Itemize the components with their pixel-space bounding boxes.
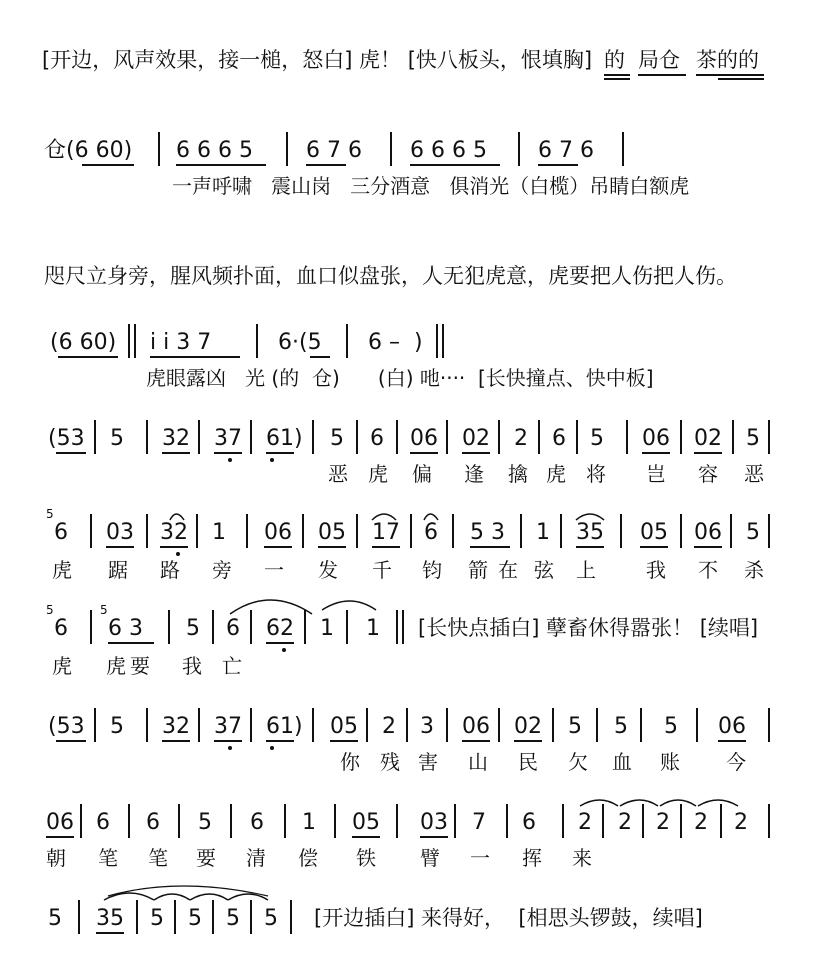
line7-note: 1 xyxy=(366,616,380,641)
barline xyxy=(446,420,448,454)
barline xyxy=(396,420,398,454)
line8-lyric: 账 xyxy=(660,750,680,774)
line5-note: 5 xyxy=(330,426,344,451)
beam xyxy=(640,546,668,548)
line9-note: 2 xyxy=(618,810,632,835)
line8-lyric: 今 xyxy=(726,750,746,774)
line5-lyric: 恶 xyxy=(328,462,348,486)
line9-note: 2 xyxy=(578,810,592,835)
line6-note: 1 xyxy=(536,520,550,545)
beam xyxy=(96,932,124,934)
barline xyxy=(626,420,628,454)
barline xyxy=(622,132,624,166)
underline xyxy=(718,78,764,80)
barline xyxy=(146,420,148,454)
beam xyxy=(56,740,86,742)
line6-lyric: 千 xyxy=(372,558,392,582)
barline xyxy=(768,708,770,742)
barline xyxy=(410,514,412,548)
line5-lyric: 虎 xyxy=(368,462,388,486)
barline xyxy=(94,708,96,742)
line7-lyric: 我 xyxy=(182,654,202,678)
line9-note: 6 xyxy=(522,810,536,835)
line6-note: 6 xyxy=(54,520,68,545)
line6-lyric: 一 xyxy=(264,558,284,582)
octave-dot xyxy=(270,746,274,750)
barline xyxy=(146,514,148,548)
line6-note: 17 xyxy=(372,520,400,545)
line9-note: 7 xyxy=(472,810,486,835)
barline xyxy=(396,610,398,644)
line1-text: [开边，风声效果，接一槌，怒白] 虎！ [快八板头，恨填胸] xyxy=(42,48,593,72)
barline xyxy=(620,514,622,548)
line9-lyric: 臂 xyxy=(420,846,440,870)
beam xyxy=(264,546,292,548)
line2-lyrics: 一声呼啸 震山岗 三分酒意 俱消光（白榄）吊睛白额虎 xyxy=(172,174,690,198)
slur xyxy=(108,886,268,896)
line7-lyric: 虎 xyxy=(106,654,126,678)
line4-measure-1: i i 3 7 xyxy=(150,330,212,355)
barline xyxy=(402,610,404,644)
beam xyxy=(108,642,154,644)
line9-lyric: 挥 xyxy=(522,846,542,870)
line10-note: 5 xyxy=(48,906,62,931)
line7-note: 1 xyxy=(320,616,334,641)
barline xyxy=(680,420,682,454)
line6-note: 06 xyxy=(264,520,292,545)
barline xyxy=(732,420,734,454)
line5-lyric: 逢 xyxy=(464,462,484,486)
line9-note: 2 xyxy=(734,810,748,835)
barline xyxy=(446,708,448,742)
line8-lyric: 山 xyxy=(468,750,488,774)
barline xyxy=(196,514,198,548)
line5-note: 06 xyxy=(410,426,438,451)
barline xyxy=(250,420,252,454)
line8-note: 5 xyxy=(568,714,582,739)
barline xyxy=(442,324,444,358)
barline xyxy=(518,132,520,166)
line5-note: 2 xyxy=(514,426,528,451)
line5-lyric: 将 xyxy=(586,462,606,486)
barline xyxy=(680,804,682,838)
barline xyxy=(768,420,770,454)
line5-note: 02 xyxy=(694,426,722,451)
beam xyxy=(46,836,74,838)
grace-note: 5 xyxy=(100,603,108,617)
tie xyxy=(190,894,228,900)
barline xyxy=(94,420,96,454)
line5-lyric: 擒 xyxy=(508,462,528,486)
line7-text: [长快点插白] 孽畜休得嚣张！ [续唱] xyxy=(418,616,759,640)
line8-note: 06 xyxy=(718,714,746,739)
line9-note: 6 xyxy=(146,810,160,835)
line7-note: 5 xyxy=(186,616,200,641)
line9-note: 1 xyxy=(302,810,316,835)
barline xyxy=(520,514,522,548)
line6-lyric: 杀 xyxy=(744,558,764,582)
beam xyxy=(162,452,190,454)
line8-note: 06 xyxy=(462,714,490,739)
tie xyxy=(660,800,696,806)
barline xyxy=(506,804,508,838)
line8-note: (53 xyxy=(48,714,85,739)
tie xyxy=(154,894,190,900)
tie xyxy=(104,893,154,900)
beam xyxy=(694,452,722,454)
line8-note: 5 xyxy=(614,714,628,739)
beam xyxy=(214,740,242,742)
line3-text: 咫尺立身旁，腥风频扑面，血口似盘张，人无犯虎意，虎要把人伤把人伤。 xyxy=(44,264,737,288)
beam xyxy=(266,740,294,742)
beam xyxy=(420,836,448,838)
barline xyxy=(390,132,392,166)
line5-note: 5 xyxy=(110,426,124,451)
grace-note: 5 xyxy=(46,507,54,521)
line6-note: 5 3 xyxy=(470,520,505,545)
line5-note: 61) xyxy=(266,426,303,451)
line9-note: 5 xyxy=(198,810,212,835)
grace-note: 5 xyxy=(46,603,54,617)
line8-note: 02 xyxy=(514,714,542,739)
beam xyxy=(58,356,118,358)
barline xyxy=(158,132,160,166)
barline xyxy=(696,708,698,742)
barline xyxy=(286,132,288,166)
barline xyxy=(304,610,306,644)
barline xyxy=(596,708,598,742)
tie xyxy=(580,800,618,806)
barline xyxy=(250,708,252,742)
beam xyxy=(176,164,266,166)
beam xyxy=(462,740,490,742)
line8-lyric: 残 xyxy=(380,750,400,774)
line5-note: 06 xyxy=(642,426,670,451)
barline xyxy=(334,804,336,838)
line5-note: 02 xyxy=(462,426,490,451)
line6-lyric: 路 xyxy=(160,558,180,582)
line2-measure-4: 6 7 6 xyxy=(538,138,594,163)
barline xyxy=(642,804,644,838)
line4-measure-2: 6·(5 xyxy=(278,330,322,355)
barline xyxy=(198,708,200,742)
line6-note: 5 xyxy=(746,520,760,545)
beam xyxy=(576,546,604,548)
line2-measure-1: 6 6 6 5 xyxy=(176,138,253,163)
beam xyxy=(718,740,746,742)
beam xyxy=(410,452,438,454)
underline xyxy=(696,74,764,76)
barline xyxy=(212,610,214,644)
line4-lyrics: 虎眼露凶 光 (的 仓) (白) 吔···· [长快撞点、快中板] xyxy=(146,366,654,390)
line8-note: 5 xyxy=(664,714,678,739)
underline xyxy=(604,78,630,80)
tie xyxy=(698,800,738,806)
line6-note: 05 xyxy=(318,520,346,545)
line6-lyric: 上 xyxy=(576,558,596,582)
line9-lyric: 笔 xyxy=(98,846,118,870)
line7-note: 6 xyxy=(226,616,240,641)
line7-lyric: 要 xyxy=(130,654,150,678)
barline xyxy=(250,610,252,644)
barline xyxy=(406,708,408,742)
barline xyxy=(640,708,642,742)
octave-dot xyxy=(176,552,180,556)
slur xyxy=(230,600,312,614)
barline xyxy=(436,324,438,358)
barline xyxy=(768,514,770,548)
beam xyxy=(106,546,134,548)
barline xyxy=(136,900,138,934)
barline xyxy=(90,610,92,644)
barline xyxy=(168,610,170,644)
beam xyxy=(266,642,294,644)
beam xyxy=(538,164,578,166)
line6-lyric: 不 xyxy=(698,558,718,582)
line10-note: 35 xyxy=(96,906,124,931)
barline xyxy=(302,514,304,548)
line8-lyric: 欠 xyxy=(568,750,588,774)
barline xyxy=(146,708,148,742)
line9-note: 6 xyxy=(96,810,110,835)
line9-note: 05 xyxy=(352,810,380,835)
line5-note: 37 xyxy=(214,426,242,451)
line2-measure-3: 6 6 6 5 xyxy=(410,138,487,163)
line9-note: 03 xyxy=(420,810,448,835)
line2-prefix: 仓(6 60) xyxy=(44,138,133,163)
line5-note: 32 xyxy=(162,426,190,451)
beam xyxy=(470,546,510,548)
barline xyxy=(366,708,368,742)
line6-lyric: 在 xyxy=(498,558,518,582)
line6-note: 32 xyxy=(160,520,188,545)
barline xyxy=(680,514,682,548)
line9-note: 2 xyxy=(656,810,670,835)
line5-note: 6 xyxy=(370,426,384,451)
barline xyxy=(454,804,456,838)
barline xyxy=(602,804,604,838)
beam xyxy=(642,452,670,454)
barline xyxy=(312,708,314,742)
line8-lyric: 民 xyxy=(518,750,538,774)
octave-dot xyxy=(270,458,274,462)
slur xyxy=(322,601,376,610)
barline xyxy=(290,900,292,934)
line7-note: 62 xyxy=(266,616,294,641)
line6-lyric: 虎 xyxy=(52,558,72,582)
line6-note: 6 xyxy=(424,520,438,545)
barline xyxy=(178,804,180,838)
beam xyxy=(330,740,358,742)
line6-lyric: 我 xyxy=(646,558,666,582)
beam xyxy=(214,452,242,454)
line5-lyric: 虎 xyxy=(546,462,566,486)
barline xyxy=(346,324,348,358)
line7-lyric: 虎 xyxy=(52,654,72,678)
barline xyxy=(768,804,770,838)
barline xyxy=(452,514,454,548)
octave-dot xyxy=(228,458,232,462)
line6-lyric: 钧 xyxy=(422,558,442,582)
line5-note: 5 xyxy=(590,426,604,451)
line5-note: (53 xyxy=(48,426,85,451)
line5-lyric: 容 xyxy=(698,462,718,486)
line2-measure-2: 6 7 6 xyxy=(306,138,362,163)
barline xyxy=(720,804,722,838)
line6-lyric: 弦 xyxy=(534,558,554,582)
barline xyxy=(90,514,92,548)
octave-dot xyxy=(228,746,232,750)
line6-lyric: 踞 xyxy=(108,558,128,582)
line1-tail-2: 局仓 xyxy=(638,48,680,72)
barline xyxy=(256,324,258,358)
line8-note: 5 xyxy=(110,714,124,739)
beam xyxy=(514,740,542,742)
beam xyxy=(694,546,722,548)
barline xyxy=(396,804,398,838)
barline xyxy=(78,900,80,934)
barline xyxy=(552,708,554,742)
beam xyxy=(372,546,400,548)
line6-note: 35 xyxy=(576,520,604,545)
line8-note: 37 xyxy=(214,714,242,739)
barline xyxy=(246,514,248,548)
beam xyxy=(462,452,490,454)
line6-note: 06 xyxy=(694,520,722,545)
line9-note: 06 xyxy=(46,810,74,835)
barline xyxy=(356,514,358,548)
line9-lyric: 偿 xyxy=(298,846,318,870)
barline xyxy=(730,514,732,548)
barline xyxy=(230,804,232,838)
line10-text: [开边插白] 来得好， [相思头锣鼓，续唱] xyxy=(314,906,703,930)
barline xyxy=(356,420,358,454)
line8-lyric: 害 xyxy=(418,750,438,774)
beam xyxy=(318,546,346,548)
barline xyxy=(576,420,578,454)
tie xyxy=(620,800,658,806)
barline xyxy=(250,900,252,934)
line9-lyric: 笔 xyxy=(148,846,168,870)
line6-lyric: 发 xyxy=(318,558,338,582)
line4-prefix: (6 60) xyxy=(50,330,117,355)
line1-tail-1: 的 xyxy=(604,48,625,72)
line8-note: 05 xyxy=(330,714,358,739)
barline xyxy=(128,804,130,838)
barline xyxy=(174,900,176,934)
barline xyxy=(346,610,348,644)
beam xyxy=(266,452,294,454)
barline xyxy=(134,324,136,358)
barline xyxy=(212,900,214,934)
tie xyxy=(228,894,268,900)
barline xyxy=(498,708,500,742)
barline xyxy=(498,420,500,454)
line8-note: 3 xyxy=(420,714,434,739)
beam xyxy=(56,452,86,454)
line7-lyric: 亡 xyxy=(222,654,242,678)
line10-note: 5 xyxy=(264,906,278,931)
beam xyxy=(162,740,190,742)
underline xyxy=(638,74,686,76)
line8-note: 2 xyxy=(382,714,396,739)
line9-lyric: 来 xyxy=(572,846,592,870)
beam xyxy=(410,164,500,166)
line10-note: 5 xyxy=(188,906,202,931)
line6-lyric: 箭 xyxy=(468,558,488,582)
line9-lyric: 要 xyxy=(196,846,216,870)
line5-note: 5 xyxy=(746,426,760,451)
line6-note: 1 xyxy=(212,520,226,545)
beam xyxy=(352,836,380,838)
beam xyxy=(160,546,188,548)
barline xyxy=(284,804,286,838)
line9-lyric: 一 xyxy=(470,846,490,870)
underline xyxy=(604,74,630,76)
line4-measure-3: 6 – ) xyxy=(368,330,423,355)
barline xyxy=(198,420,200,454)
barline xyxy=(560,514,562,548)
octave-dot xyxy=(282,648,286,652)
line5-lyric: 恶 xyxy=(744,462,764,486)
line6-lyric: 旁 xyxy=(212,558,232,582)
line9-note: 6 xyxy=(250,810,264,835)
line6-note: 05 xyxy=(640,520,668,545)
line9-note: 2 xyxy=(694,810,708,835)
line6-note: 03 xyxy=(106,520,134,545)
barline xyxy=(538,420,540,454)
beam xyxy=(310,356,330,358)
line10-note: 5 xyxy=(150,906,164,931)
line8-lyric: 你 xyxy=(340,750,360,774)
barline xyxy=(562,804,564,838)
line9-lyric: 清 xyxy=(246,846,266,870)
line5-lyric: 偏 xyxy=(412,462,432,486)
line10-note: 5 xyxy=(226,906,240,931)
line8-note: 61) xyxy=(266,714,303,739)
line7-note: 6 3 xyxy=(108,616,143,641)
line5-lyric: 岂 xyxy=(646,462,666,486)
barline xyxy=(128,324,130,358)
line7-note: 6 xyxy=(54,616,68,641)
barline xyxy=(312,420,314,454)
line8-lyric: 血 xyxy=(612,750,632,774)
line9-lyric: 朝 xyxy=(46,846,66,870)
barline xyxy=(80,804,82,838)
line5-note: 6 xyxy=(552,426,566,451)
beam xyxy=(82,164,134,166)
line9-lyric: 铁 xyxy=(356,846,376,870)
line8-note: 32 xyxy=(162,714,190,739)
line1-tail-3: 茶的的 xyxy=(696,48,759,72)
beam xyxy=(150,356,240,358)
beam xyxy=(306,164,346,166)
